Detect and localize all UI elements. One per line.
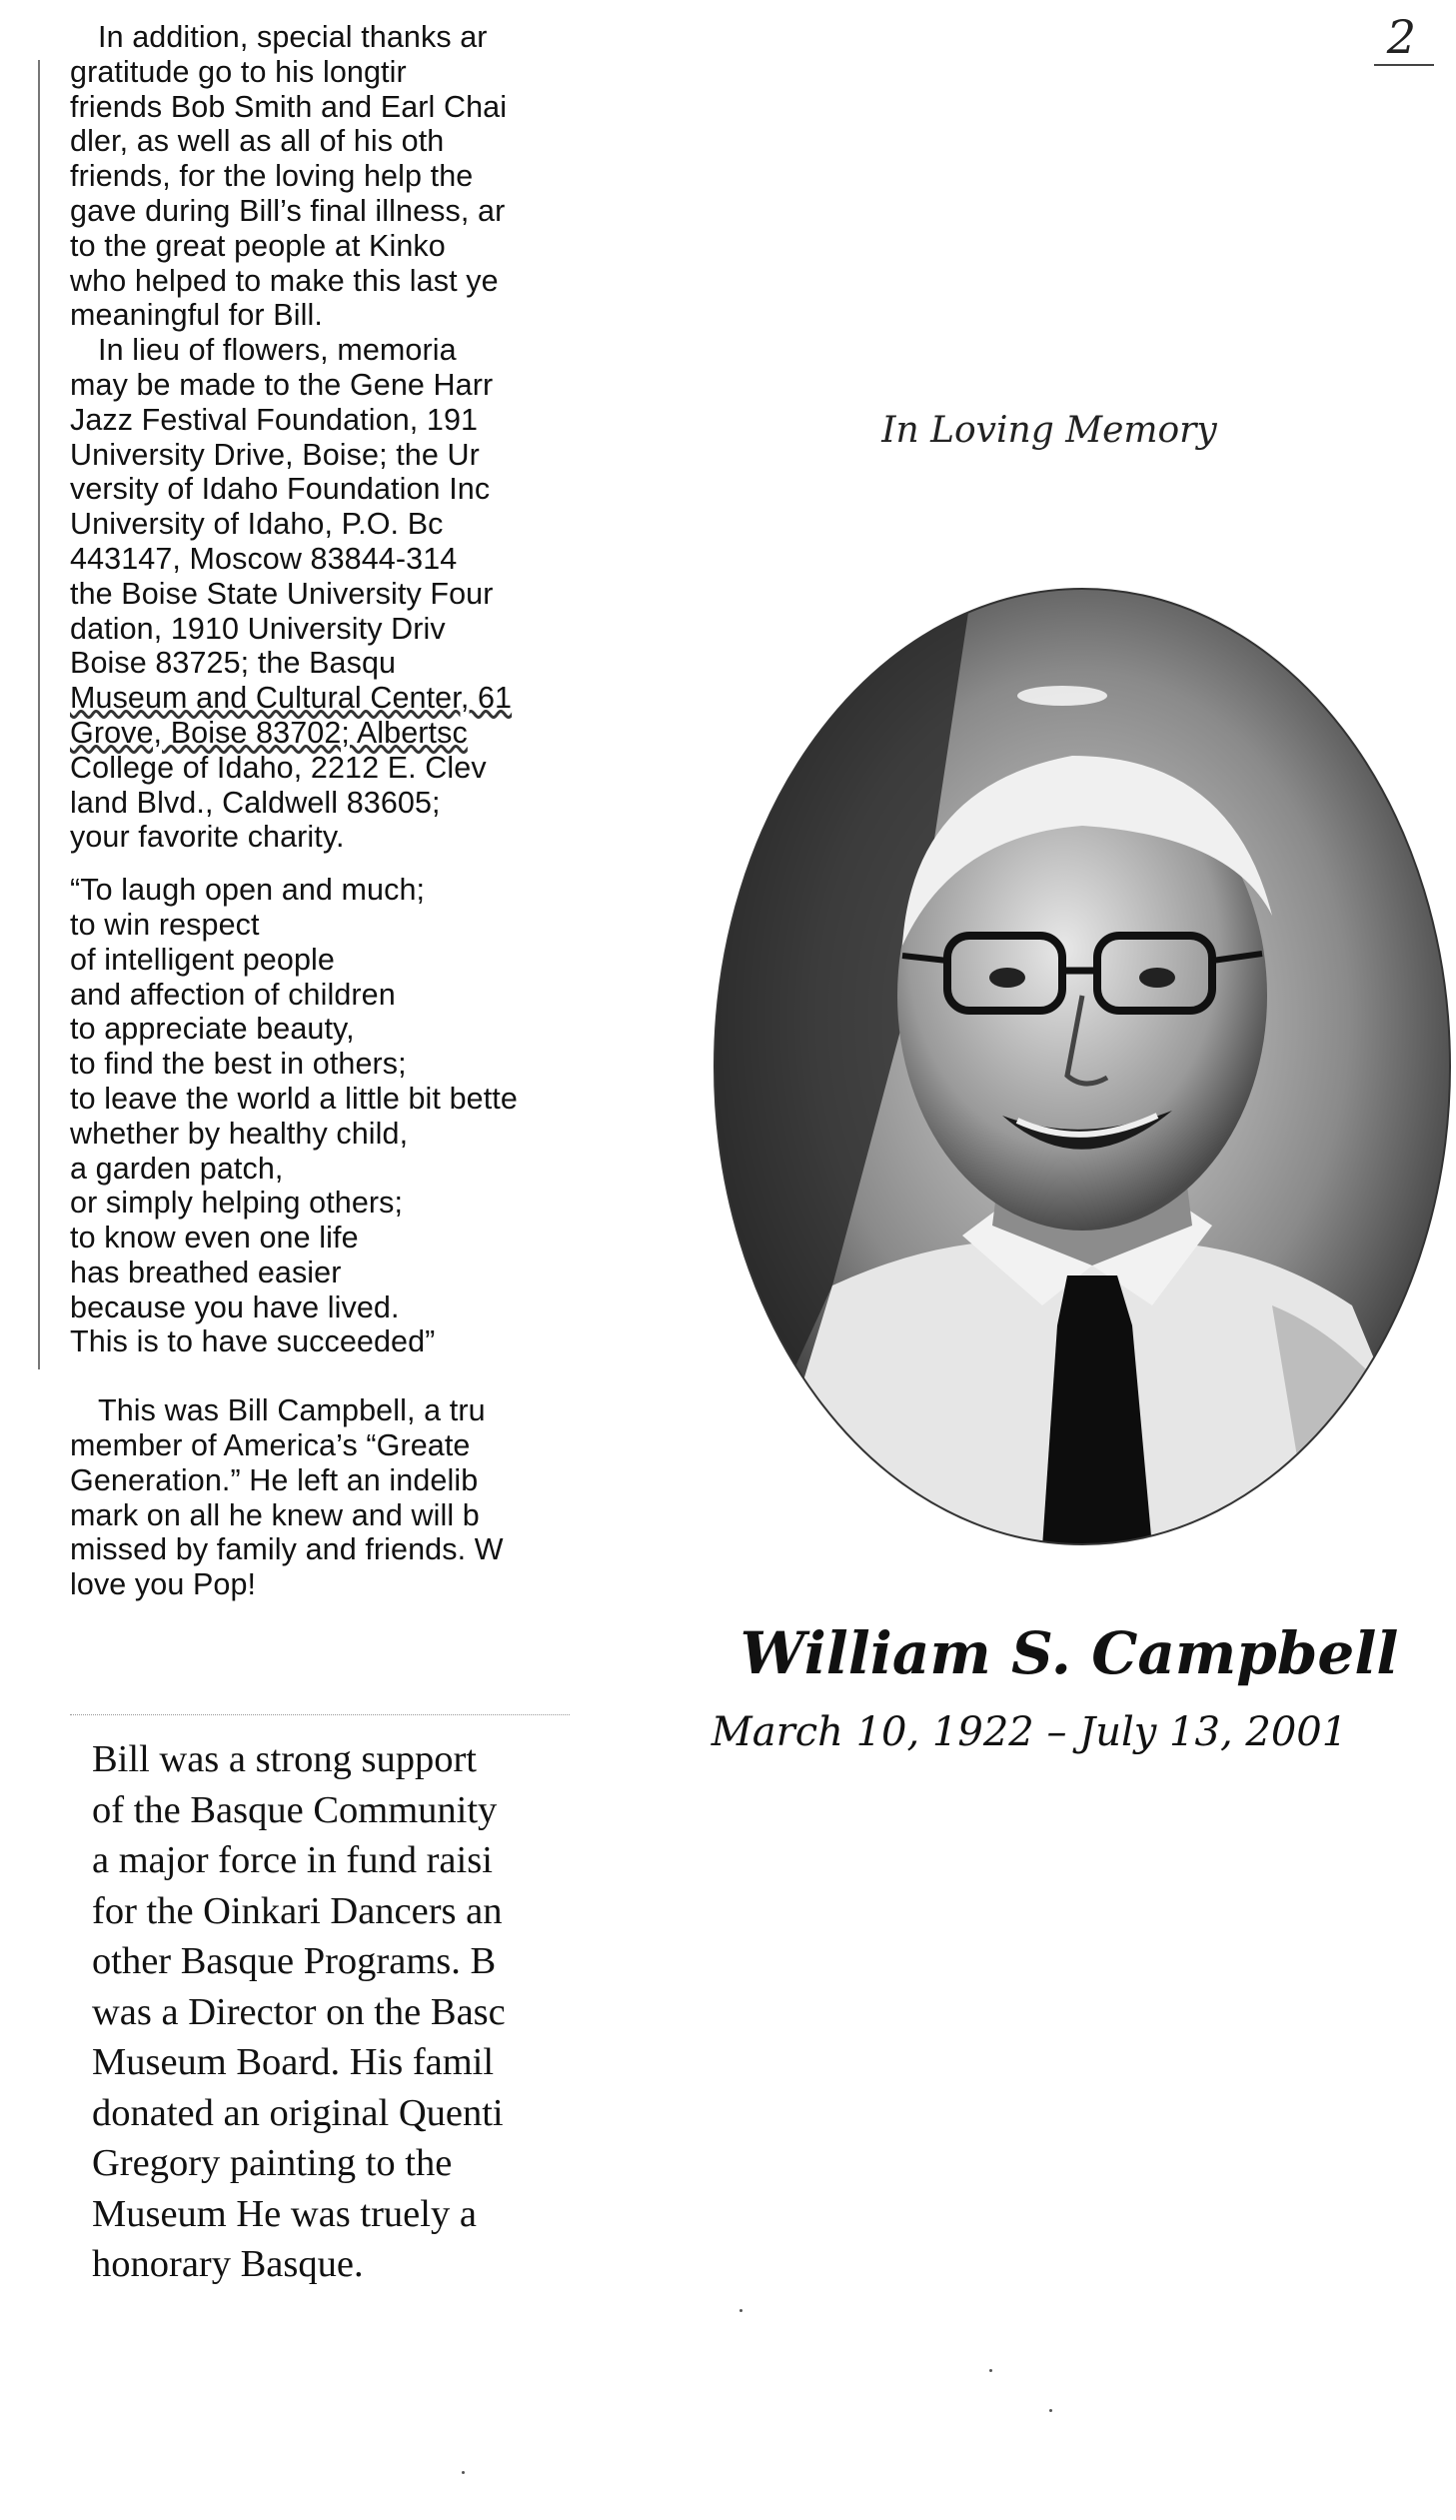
poem-line: “To laugh open and much; xyxy=(70,873,426,908)
note-line: a major force in fund raisi xyxy=(92,1839,493,1881)
poem-line: or simply helping others; xyxy=(70,1186,404,1221)
poem-line: to leave the world a little bit bette xyxy=(70,1081,518,1116)
poem-line: This is to have succeeded” xyxy=(70,1324,436,1359)
basque-note xyxy=(92,1734,594,2290)
note-line: was a Director on the Basc xyxy=(92,1990,506,2033)
life-dates: March 10, 1922 – July 13, 2001 xyxy=(711,1709,1348,1755)
poem-line: to win respect xyxy=(70,907,260,942)
memorial-heading: In Loving Memory xyxy=(881,410,1217,451)
memorial-card xyxy=(620,0,1456,2520)
text-line: your favorite charity. xyxy=(70,820,345,855)
text-line: In lieu of flowers, memoria xyxy=(98,333,457,368)
poem-line: of intelligent people xyxy=(70,942,335,977)
text-line: meaningful for Bill. xyxy=(70,298,323,333)
page-number: 2 xyxy=(1386,10,1416,64)
text-line: land Blvd., Caldwell 83605; xyxy=(70,785,441,820)
text-line: dation, 1910 University Driv xyxy=(70,611,446,646)
poem-line: whether by healthy child, xyxy=(70,1116,409,1151)
text-line: University Drive, Boise; the Ur xyxy=(70,437,480,472)
scan-speck xyxy=(989,2369,992,2372)
paragraph-gap xyxy=(70,855,594,873)
text-line: love you Pop! xyxy=(70,1567,257,1602)
note-line: Museum Board. His famil xyxy=(92,2041,495,2083)
text-line: Museum and Cultural Center, 61 xyxy=(70,681,513,716)
note-line: honorary Basque. xyxy=(92,2243,364,2285)
text-line: dler, as well as all of his oth xyxy=(70,124,445,159)
text-line: friends Bob Smith and Earl Chai xyxy=(70,89,508,124)
obituary-text-column xyxy=(70,20,594,1602)
poem-line: and affection of children xyxy=(70,977,396,1012)
poem-line: to appreciate beauty, xyxy=(70,1012,355,1047)
text-line: versity of Idaho Foundation Inc xyxy=(70,472,491,507)
text-line: friends, for the loving help the xyxy=(70,159,474,194)
portrait-photo xyxy=(713,586,1452,1547)
text-line: gratitude go to his longtir xyxy=(70,54,407,89)
text-line: Grove, Boise 83702; Albertsc xyxy=(70,715,468,750)
note-line: of the Basque Community xyxy=(92,1788,498,1831)
note-line: for the Oinkari Dancers an xyxy=(92,1889,503,1932)
text-line: This was Bill Campbell, a tru xyxy=(98,1393,486,1428)
note-line: Museum He was truely a xyxy=(92,2192,477,2235)
scan-speck xyxy=(739,2309,742,2312)
text-line: College of Idaho, 2212 E. Clev xyxy=(70,750,487,785)
poem-line: to know even one life xyxy=(70,1221,359,1256)
text-line: may be made to the Gene Harr xyxy=(70,367,494,402)
margin-rule xyxy=(38,60,40,1369)
text-line: gave during Bill’s final illness, ar xyxy=(70,193,506,228)
text-line: Jazz Festival Foundation, 191 xyxy=(70,402,479,437)
deceased-name: William S. Campbell xyxy=(739,1619,1399,1687)
poem-line: to find the best in others; xyxy=(70,1047,407,1082)
text-line: 443147, Moscow 83844-314 xyxy=(70,541,458,576)
page-number-rule xyxy=(1374,64,1434,66)
note-line: other Basque Programs. B xyxy=(92,1940,497,1982)
paragraph-gap xyxy=(70,1359,594,1393)
scan-speck xyxy=(462,2471,465,2474)
note-line: Gregory painting to the xyxy=(92,2142,453,2184)
text-line: the Boise State University Four xyxy=(70,576,494,611)
text-line: In addition, special thanks ar xyxy=(98,20,488,54)
scan-speck xyxy=(1049,2409,1052,2412)
text-line: member of America’s “Greate xyxy=(70,1428,471,1463)
poem-line: because you have lived. xyxy=(70,1289,400,1324)
text-line: mark on all he knew and will b xyxy=(70,1497,480,1532)
text-line: Boise 83725; the Basqu xyxy=(70,646,397,681)
text-line: University of Idaho, P.O. Bc xyxy=(70,507,444,542)
note-line: donated an original Quenti xyxy=(92,2091,504,2134)
note-line: Bill was a strong support xyxy=(92,1738,477,1780)
text-line: who helped to make this last ye xyxy=(70,263,499,298)
cut-line xyxy=(70,1714,570,1716)
obituary-column-clip xyxy=(0,0,594,2520)
text-line: missed by family and friends. W xyxy=(70,1532,504,1567)
text-line: to the great people at Kinko xyxy=(70,228,446,263)
poem-line: a garden patch, xyxy=(70,1151,284,1186)
poem-line: has breathed easier xyxy=(70,1255,342,1289)
text-line: Generation.” He left an indelib xyxy=(70,1462,479,1497)
